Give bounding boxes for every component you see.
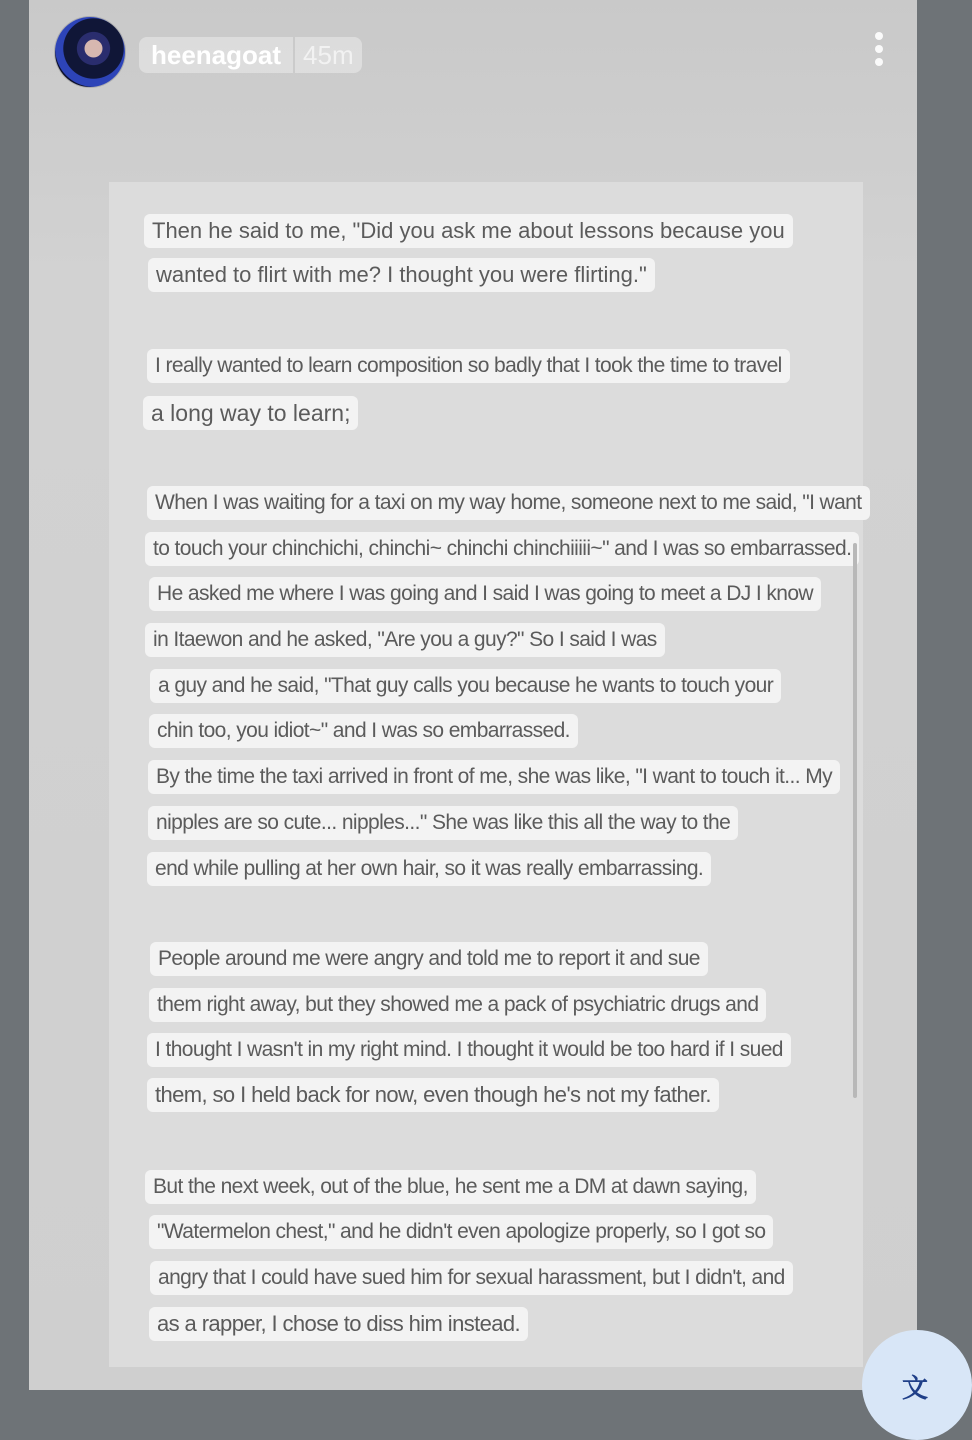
text-line: them right away, but they showed me a pack of psychiatric drugs and	[149, 988, 766, 1022]
text-line: in Itaewon and he asked, "Are you a guy?" So I said I was	[145, 623, 665, 657]
text-line: to touch your chinchichi, chinchi~ chinchi chinchiiiii~" and I was so embarrassed.	[145, 532, 859, 566]
more-vertical-icon[interactable]	[873, 32, 885, 72]
text-line: He asked me where I was going and I said I was going to meet a DJ I know	[149, 577, 821, 611]
text-line: When I was waiting for a taxi on my way home, someone next to me said, "I want	[147, 486, 870, 520]
text-line: But the next week, out of the blue, he sent me a DM at dawn saying,	[145, 1170, 756, 1204]
story-view	[29, 0, 917, 1390]
text-card	[109, 182, 863, 1367]
text-line: end while pulling at her own hair, so it was really embarrassing.	[147, 852, 711, 886]
text-line: I really wanted to learn composition so badly that I took the time to travel	[147, 349, 790, 383]
timestamp: 45m	[295, 37, 362, 73]
text-line: them, so I held back for now, even though he's not my father.	[147, 1078, 719, 1112]
text-line: I thought I wasn't in my right mind. I thought it would be too hard if I sued	[147, 1033, 791, 1067]
text-line: nipples are so cute... nipples..." She was like this all the way to the	[148, 806, 738, 840]
scrollbar[interactable]	[853, 543, 857, 1098]
username[interactable]: heenagoat	[139, 37, 293, 73]
text-line: "Watermelon chest," and he didn't even apologize properly, so I got so	[149, 1215, 773, 1249]
text-line: a long way to learn;	[143, 396, 358, 430]
avatar[interactable]	[55, 17, 125, 87]
text-line: By the time the taxi arrived in front of me, she was like, "I want to touch it... My	[148, 760, 840, 794]
text-line: as a rapper, I chose to diss him instead.	[149, 1307, 528, 1341]
text-line: a guy and he said, "That guy calls you because he wants to touch your	[150, 669, 781, 703]
translate-icon[interactable]: 文	[862, 1330, 972, 1440]
text-line: angry that I could have sued him for sexual harassment, but I didn't, and	[150, 1261, 793, 1295]
text-line: chin too, you idiot~" and I was so embarrassed.	[149, 714, 578, 748]
text-line: wanted to flirt with me? I thought you were flirting."	[148, 258, 655, 292]
text-line: Then he said to me, "Did you ask me about lessons because you	[144, 214, 793, 248]
story-header	[139, 37, 362, 73]
text-line: People around me were angry and told me to report it and sue	[150, 942, 708, 976]
